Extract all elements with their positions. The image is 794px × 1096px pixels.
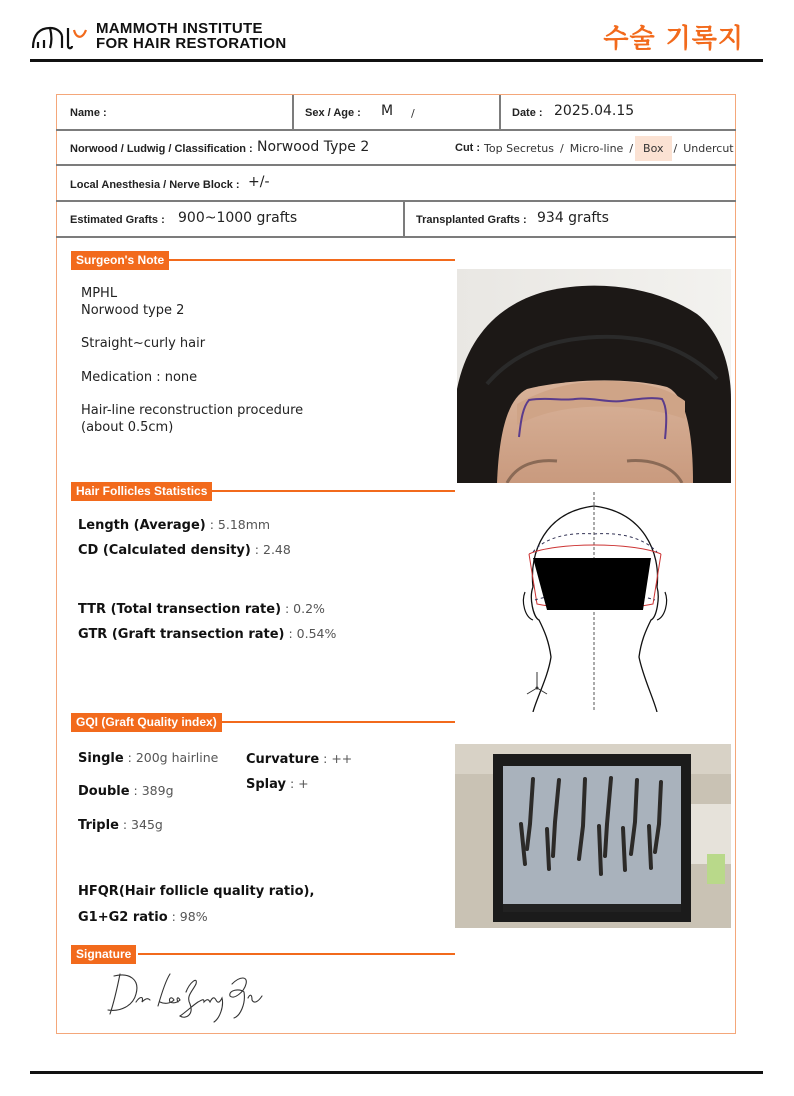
curvature-stat <box>246 751 352 767</box>
length-stat <box>78 517 270 533</box>
ttr-value: : 0.2% <box>281 601 325 616</box>
hairline-photo <box>457 269 731 483</box>
graft-monitor-photo <box>455 744 731 928</box>
column-divider <box>499 95 501 129</box>
row-divider <box>56 129 736 131</box>
gtr-stat <box>78 626 336 642</box>
ttr-label: TTR (Total transection rate) <box>78 602 282 617</box>
sex-field[interactable]: M <box>381 103 394 119</box>
ratio-label: G1+G2 ratio <box>78 910 168 925</box>
institute-logo-text <box>96 21 286 51</box>
triple-stat <box>78 817 163 833</box>
cd-value: : 2.48 <box>250 542 291 557</box>
signature-header: Signature <box>71 945 136 964</box>
note-line: Hair-line reconstruction procedure <box>81 403 304 418</box>
section-rule <box>165 259 455 261</box>
cut-separator: / <box>629 141 634 155</box>
ratio-value: : 98% <box>167 909 208 924</box>
head-back-diagram <box>515 492 675 712</box>
triple-value: : 345g <box>118 817 163 832</box>
classification-label: Norwood / Ludwig / Classification : <box>70 143 253 155</box>
curvature-value: : ++ <box>319 751 353 766</box>
splay-label: Splay <box>246 777 286 792</box>
cut-label: Cut : <box>455 142 481 154</box>
cut-options <box>455 136 734 160</box>
estimated-grafts-field[interactable]: 900~1000 grafts <box>178 210 298 226</box>
date-field[interactable]: 2025.04.15 <box>554 103 635 119</box>
note-line: Straight~curly hair <box>81 336 206 351</box>
row-divider <box>56 236 736 238</box>
cd-label: CD (Calculated density) <box>78 543 251 558</box>
hfqr-label: HFQR(Hair follicle quality ratio), <box>78 884 315 899</box>
ratio-stat <box>78 909 208 925</box>
date-label: Date : <box>512 107 543 119</box>
note-line: MPHL <box>81 286 118 301</box>
length-value: : 5.18mm <box>205 517 271 532</box>
header-divider <box>30 59 763 62</box>
cut-separator: / <box>673 141 678 155</box>
cut-option-undercut[interactable]: Undercut <box>683 141 734 155</box>
cut-option-micro-line[interactable]: Micro-line <box>569 141 624 155</box>
estimated-grafts-label: Estimated Grafts : <box>70 214 165 226</box>
transplanted-grafts-label: Transplanted Grafts : <box>416 214 527 226</box>
org-name-line2: FOR HAIR RESTORATION <box>96 35 287 52</box>
single-stat <box>78 750 218 766</box>
length-label: Length (Average) <box>78 518 206 533</box>
gtr-value: : 0.54% <box>284 626 337 641</box>
section-rule <box>221 721 455 723</box>
sex-age-label: Sex / Age : <box>305 107 361 119</box>
name-label: Name : <box>70 107 107 119</box>
sex-age-separator: / <box>411 107 415 120</box>
splay-value: : + <box>285 776 309 791</box>
anesthesia-field[interactable]: +/- <box>248 174 270 190</box>
surgeons-note-text <box>81 286 303 436</box>
double-label: Double <box>78 784 130 799</box>
double-value: : 389g <box>129 783 174 798</box>
hfqr-stat <box>78 884 314 899</box>
single-label: Single <box>78 751 124 766</box>
gqi-header: GQI (Graft Quality index) <box>71 713 222 732</box>
note-line: Norwood type 2 <box>81 302 185 318</box>
note-line: (about 0.5cm) <box>81 419 174 435</box>
row-divider <box>56 200 736 202</box>
triple-label: Triple <box>78 818 119 833</box>
footer-divider <box>30 1071 763 1074</box>
handwritten-signature <box>100 962 270 1024</box>
cut-option-top-secretus[interactable]: Top Secretus <box>484 141 554 155</box>
page-title: 수술 기록지 <box>603 24 744 54</box>
double-stat <box>78 783 174 799</box>
note-line: Medication : none <box>81 369 198 385</box>
column-divider <box>403 201 405 236</box>
anesthesia-label: Local Anesthesia / Nerve Block : <box>70 179 240 191</box>
cut-separator: / <box>559 141 564 155</box>
section-rule <box>210 490 455 492</box>
transplanted-grafts-field[interactable]: 934 grafts <box>537 210 609 226</box>
gtr-label: GTR (Graft transection rate) <box>78 627 285 642</box>
ttr-stat <box>78 601 325 617</box>
cut-option-box-selected[interactable]: Box <box>635 136 671 161</box>
column-divider <box>292 95 294 129</box>
single-value: : 200g hairline <box>123 750 219 765</box>
row-divider <box>56 164 736 166</box>
splay-stat <box>246 776 309 792</box>
curvature-label: Curvature <box>246 752 320 767</box>
surgeons-note-header: Surgeon's Note <box>71 251 169 270</box>
classification-field[interactable]: Norwood Type 2 <box>257 139 370 155</box>
section-rule <box>138 953 455 955</box>
cd-stat <box>78 542 291 558</box>
org-name-line1: MAMMOTH INSTITUTE <box>96 20 263 37</box>
elephant-logo-icon <box>30 22 90 50</box>
follicle-stats-header: Hair Follicles Statistics <box>71 482 212 501</box>
